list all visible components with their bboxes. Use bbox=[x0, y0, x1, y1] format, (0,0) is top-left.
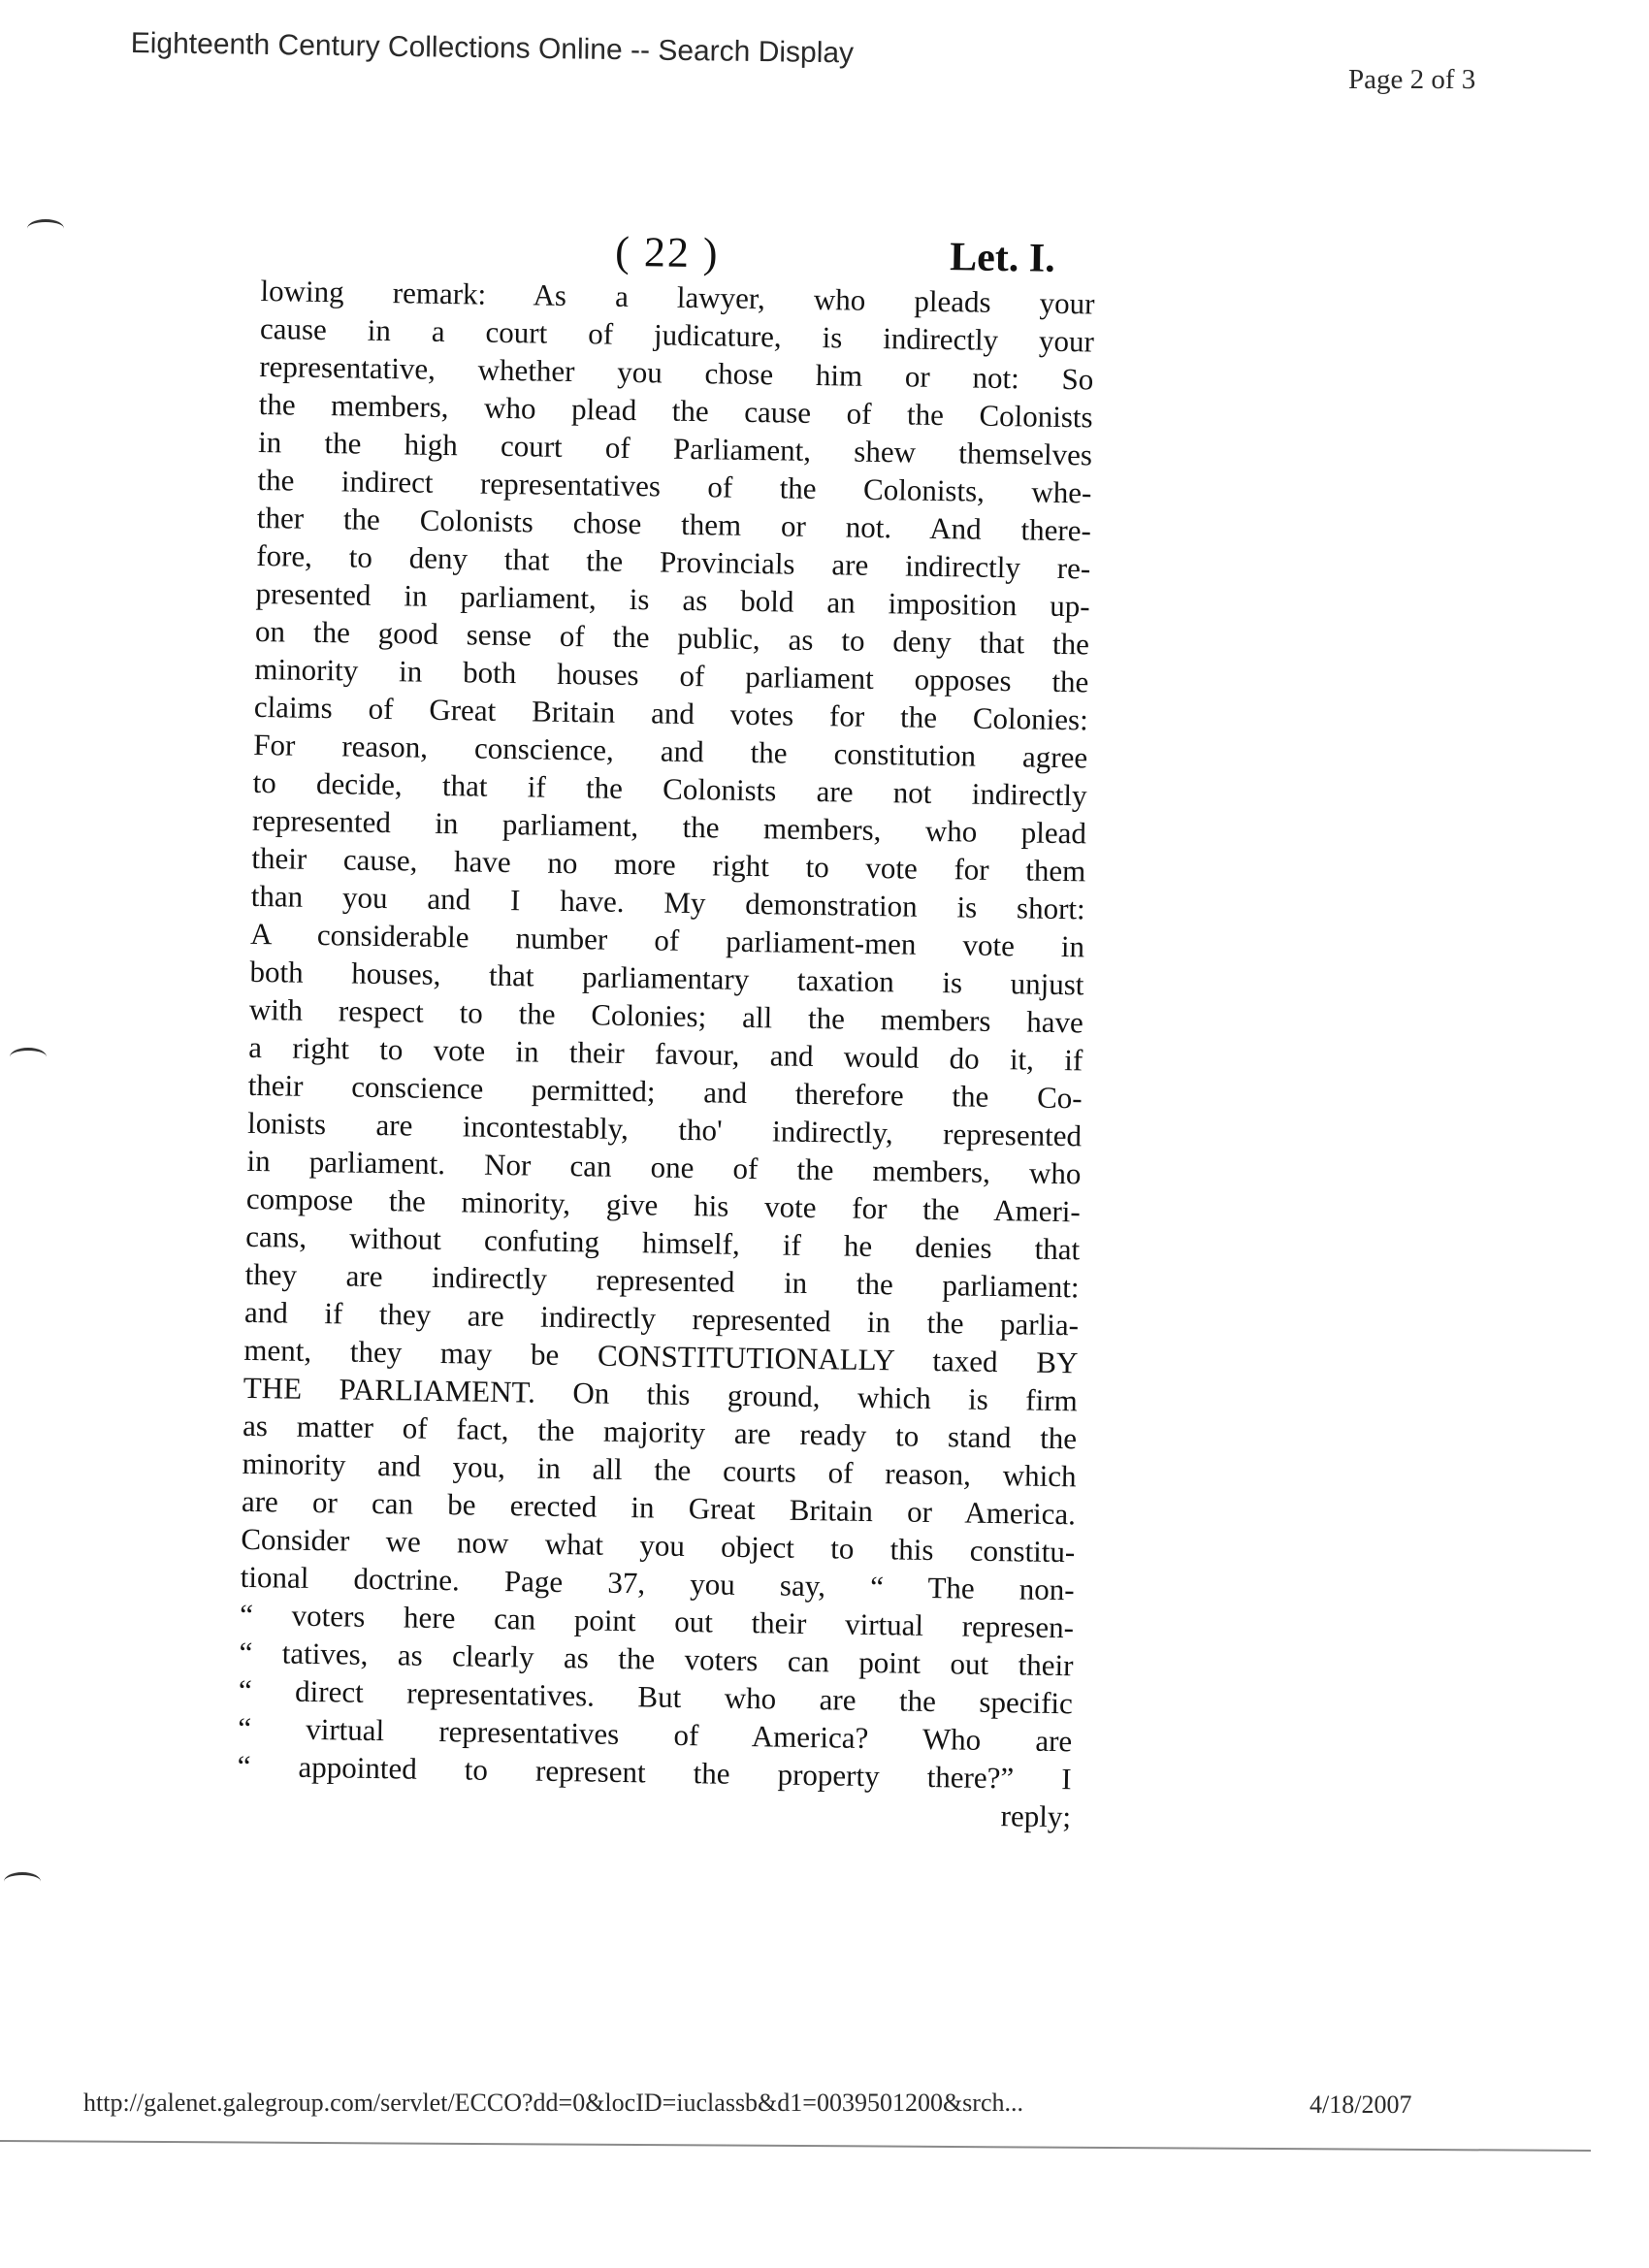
text-line: “ direct representatives. But who are the specific bbox=[238, 1672, 1074, 1721]
text-line: to decide, that if the Colonists are not indirectly bbox=[252, 764, 1087, 813]
text-line: represented in parliament, the members, who plead bbox=[251, 802, 1087, 851]
text-line: in the high court of Parliament, shew themselves bbox=[257, 424, 1093, 472]
text-line: “ virtual representatives of America? Who are bbox=[238, 1710, 1073, 1759]
binding-mark-top bbox=[27, 219, 64, 238]
text-line: presented in parliament, is as bold an imposition up- bbox=[255, 575, 1090, 624]
text-line: both houses, that parliamentary taxation is unjust bbox=[249, 954, 1084, 1002]
text-line: as matter of fact, the majority are ready to stand the bbox=[242, 1408, 1078, 1456]
text-line: cause in a court of judicature, is indirectly your bbox=[259, 310, 1095, 359]
running-head bbox=[261, 204, 1096, 284]
text-line: with respect to the Colonies; all the members have bbox=[248, 991, 1084, 1040]
binding-mark-middle bbox=[10, 1048, 47, 1066]
text-line: claims of Great Britain and votes for the Colonies: bbox=[253, 689, 1089, 737]
text-line: lonists are incontestably, tho' indirectly, represented bbox=[246, 1105, 1083, 1153]
text-line: fore, to deny that the Provincials are indirectly re- bbox=[256, 537, 1091, 586]
text-line: than you and I have. My demonstration is short: bbox=[250, 878, 1085, 926]
text-line: A considerable number of parliament-men vote in bbox=[249, 916, 1085, 964]
text-line: lowing remark: As a lawyer, who pleads your bbox=[260, 273, 1095, 321]
text-line: “ voters here can point out their virtual represen- bbox=[239, 1597, 1075, 1645]
text-line: cans, without confuting himself, if he denies that bbox=[245, 1218, 1081, 1267]
text-line: “ appointed to represent the property there?” I bbox=[237, 1748, 1072, 1797]
text-line: minority in both houses of parliament opposes the bbox=[254, 651, 1089, 699]
text-line: For reason, conscience, and the constitution agree bbox=[252, 727, 1088, 775]
page-body-text bbox=[237, 272, 1095, 1835]
text-line: the members, who plead the cause of the Colonists bbox=[258, 386, 1093, 435]
print-date: 4/18/2007 bbox=[1310, 2090, 1412, 2119]
page-count: Page 2 of 3 bbox=[1348, 64, 1476, 95]
source-url: http://galenet.galegroup.com/servlet/ECCO?dd=0&locID=iuclassb&d1=0039501200&srch... bbox=[83, 2089, 1023, 2117]
document-header-title: Eighteenth Century Collections Online -- Search Display bbox=[130, 27, 855, 70]
text-line: a right to vote in their favour, and would do it, if bbox=[248, 1029, 1083, 1078]
text-line: on the good sense of the public, as to deny that the bbox=[254, 613, 1090, 662]
text-line: and if they are indirectly represented in the parlia- bbox=[243, 1294, 1080, 1343]
text-line: “ tatives, as clearly as the voters can point out their bbox=[239, 1635, 1074, 1683]
text-line: representative, whether you chose him or not: So bbox=[259, 348, 1094, 397]
book-page bbox=[237, 204, 1096, 1835]
text-line: THE PARLIAMENT. On this ground, which is firm bbox=[242, 1370, 1078, 1418]
text-line: Consider we now what you object to this constitu- bbox=[241, 1521, 1076, 1570]
text-line: in parliament. Nor can one of the members, who bbox=[246, 1143, 1082, 1191]
binding-mark-bottom bbox=[4, 1872, 41, 1891]
text-line: compose the minority, give his vote for the Ameri- bbox=[245, 1181, 1082, 1229]
text-line: their cause, have no more right to vote for them bbox=[251, 840, 1086, 889]
text-line: ment, they may be CONSTITUTIONALLY taxed BY bbox=[243, 1332, 1079, 1380]
text-line: their conscience permitted; and therefore the Co- bbox=[247, 1067, 1083, 1116]
text-line: tional doctrine. Page 37, you say, “ The non- bbox=[240, 1559, 1075, 1607]
text-line: are or can be erected in Great Britain or America. bbox=[241, 1483, 1077, 1532]
footer-divider bbox=[0, 2140, 1591, 2152]
text-line: they are indirectly represented in the parliament: bbox=[244, 1256, 1080, 1305]
text-line: minority and you, in all the courts of reason, which bbox=[242, 1445, 1077, 1494]
text-line: ther the Colonists chose them or not. And there- bbox=[256, 500, 1092, 548]
text-line: reply; bbox=[1000, 1798, 1072, 1834]
letter-reference: Let. I. bbox=[949, 235, 1056, 281]
text-line: the indirect representatives of the Colonists, whe- bbox=[257, 462, 1092, 510]
book-page-number: ( 22 ) bbox=[614, 227, 720, 277]
